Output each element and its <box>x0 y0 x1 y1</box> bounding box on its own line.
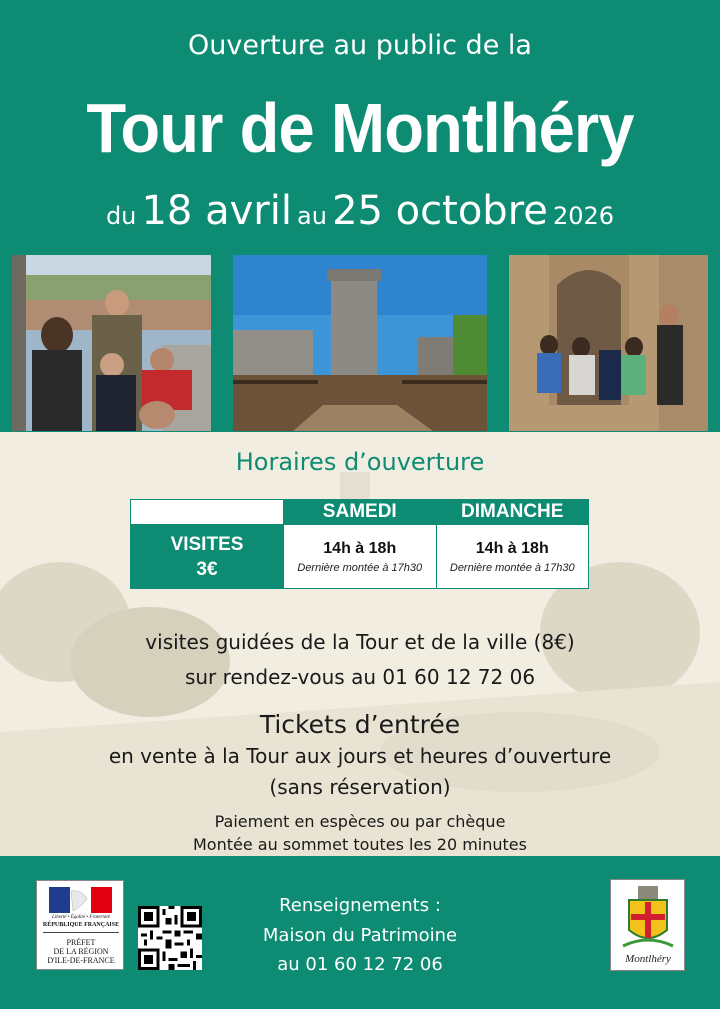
prefecture-logo <box>36 880 124 970</box>
rf-divider <box>43 932 119 933</box>
visitors-on-ramparts-photo <box>12 255 211 431</box>
town-logo-text: Montlhéry <box>625 953 671 965</box>
info-line-1: Renseignements : <box>279 895 441 916</box>
tickets-sale-text: en vente à la Tour aux jours et heures d’ouverture <box>108 744 612 768</box>
marianne-flag-icon <box>37 887 125 917</box>
column-header-saturday: SAMEDI <box>284 500 437 525</box>
qr-code[interactable] <box>138 906 202 970</box>
saturday-hours-cell <box>284 525 437 589</box>
rf-motto: Liberté • Égalité • Fraternité <box>52 915 110 920</box>
montlhery-crest-icon <box>611 880 686 972</box>
date-au: au <box>297 202 327 230</box>
table-corner-cell <box>131 500 284 525</box>
rf-name: RÉPUBLIQUE FRANÇAISE <box>42 922 120 928</box>
date-start: 18 avril <box>141 188 292 234</box>
sunday-hours-cell <box>436 525 589 589</box>
saturday-last-entry: Dernière montée à 17h30 <box>297 561 423 574</box>
column-header-sunday: DIMANCHE <box>436 500 589 525</box>
children-at-doorway-photo <box>509 255 708 431</box>
rf-prefet-line1: PRÉFET <box>66 938 96 947</box>
row-label-visits-price: 3€ <box>196 558 218 580</box>
date-du: du <box>105 202 137 230</box>
guided-tours-text: visites guidées de la Tour et de la ville (8€) <box>145 630 575 654</box>
row-label-visits-line1: VISITES <box>170 533 244 555</box>
date-range <box>0 188 720 234</box>
sunday-last-entry: Dernière montée à 17h30 <box>449 561 575 574</box>
appointment-text: sur rendez-vous au 01 60 12 72 06 <box>184 665 536 689</box>
date-year: 2026 <box>552 202 615 230</box>
payment-text: Paiement en espèces ou par chèque <box>214 812 506 831</box>
info-phone: au 01 60 12 72 06 <box>277 954 443 975</box>
rf-prefet-line3: D'ILE-DE-FRANCE <box>47 956 115 965</box>
info-line-2: Maison du Patrimoine <box>262 925 458 946</box>
no-reservation-text: (sans réservation) <box>269 775 451 799</box>
header-subtitle: Ouverture au public de la <box>188 30 532 61</box>
row-label-visits <box>131 525 284 589</box>
sunday-time: 14h à 18h <box>475 539 549 557</box>
saturday-time: 14h à 18h <box>323 539 397 557</box>
opening-hours-title: Horaires d’ouverture <box>235 448 485 476</box>
climb-frequency-text: Montée au sommet toutes les 20 minutes <box>193 835 527 854</box>
montlhery-town-logo <box>610 879 685 971</box>
rf-prefet-line2: DE LA RÉGION <box>53 947 109 956</box>
date-end: 25 octobre <box>332 188 548 234</box>
tower-photo <box>233 255 487 431</box>
opening-hours-table <box>130 499 589 589</box>
tickets-title: Tickets d’entrée <box>259 710 461 739</box>
page-title: Tour de Montlhéry <box>86 89 634 167</box>
